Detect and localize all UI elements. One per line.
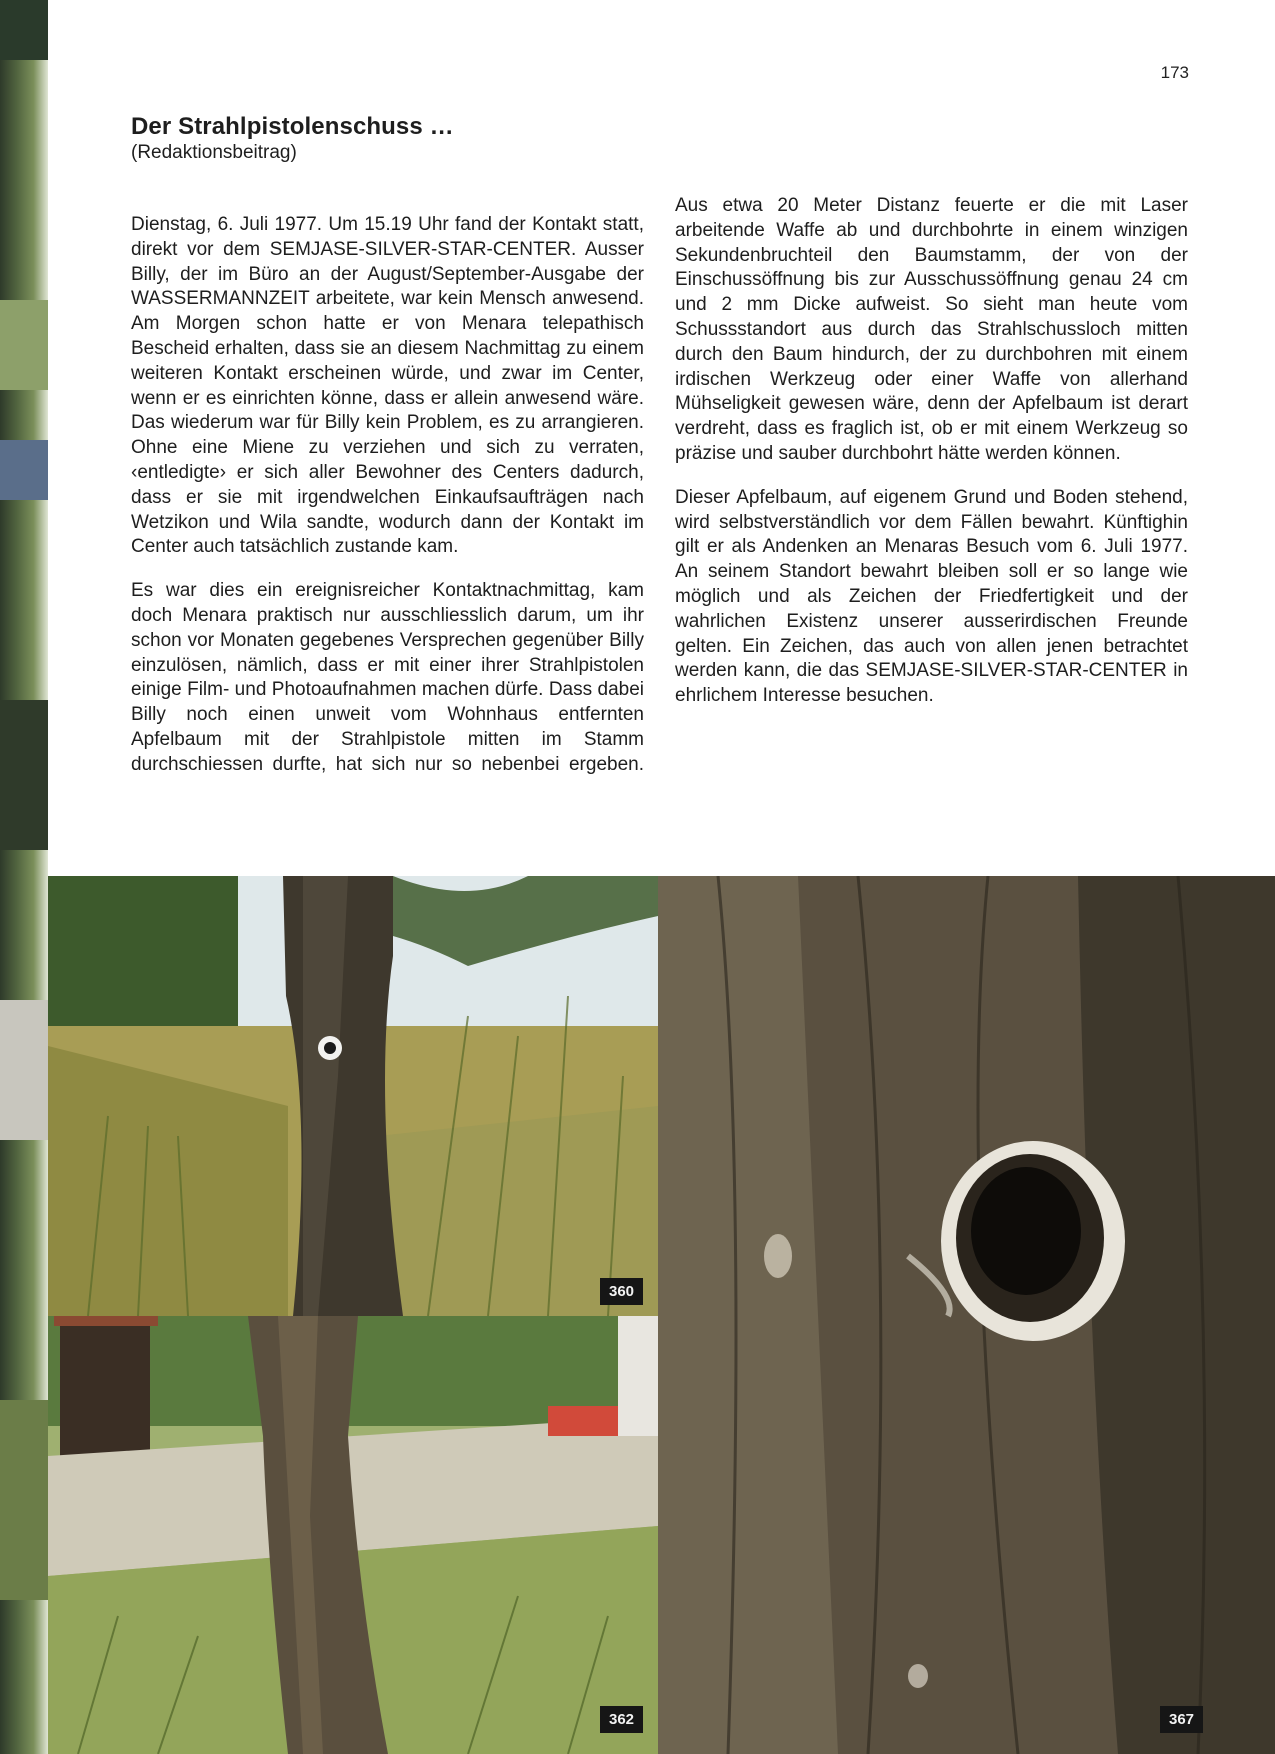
photo-label-367: 367 (1160, 1706, 1203, 1733)
photo-label-362: 362 (600, 1706, 643, 1733)
photo-tree-meadow-image (48, 876, 658, 1316)
page-number: 173 (1160, 63, 1189, 82)
article-body (131, 194, 1188, 794)
gutter-band (0, 300, 48, 390)
gutter-band (0, 440, 48, 500)
photo-bark-hole (658, 876, 1275, 1754)
photo-label-360: 360 (600, 1278, 643, 1305)
article-title: Der Strahlpistolenschuss … (131, 113, 454, 140)
paragraph-2: Es war dies ein ereignisreicher Kontaktnachmittag, kam doch Menara praktisch nur ausschliesslich darum, um ihr schon vor Monaten gegebenes Versprechen gegenüber Billy einzulösen, nämlich, dass er mit einer ihrer Strahlpistolen einige Film- und Photoaufnahmen machen dürfe. Dass dabei Billy noch einen unweit vom Wohnhaus entfernten Apfelbaum mit der Strahlpistole mitten im Stamm durchschiessen durfte, hat sich nur so nebenbei ergeben. Aus etwa 20 Meter Distanz feuerte er die mit Laser arbeitende Waffe ab und durchbohrte in einem winzigen Sekundenbruchteil den Baumstamm, der von der Einschussöffnung bis zur Ausschussöffnung genau 24 cm und 2 mm Dicke aufweist. So sieht man heute vom Schussstandort aus durch das Strahlschussloch mitten durch den Baum hindurch, der zu durchbohren mit einem irdischen Werkzeug oder einer Waffe von allerhand Mühseligkeit gewesen wäre, denn der Apfelbaum ist derart verdreht, dass es fraglich ist, ob er mit einem Werkzeug so präzise und sauber durchbohrt hätte werden können. (131, 195, 1188, 775)
photo-tree-meadow (48, 876, 658, 1316)
gutter-band (0, 1000, 48, 1140)
gutter-band (0, 0, 48, 60)
spine-gutter (0, 0, 48, 1754)
photo-tree-road-image (48, 1316, 658, 1754)
paragraph-3: Dieser Apfelbaum, auf eigenem Grund und Boden stehend, wird selbstverständlich vor dem Fällen bewahrt. Künftighin gilt er als Andenken an Menaras Besuch vom 6. Juli 1977. An seinem Standort bewahrt bleiben soll er so lange wie möglich und als Zeichen der Friedfertigkeit und der wahrlichen Existenz unserer ausserirdischen Freunde gelten. Ein Zeichen, das auch von allen jenen betrachtet werden kann, die das SEMJASE-SILVER-STAR-CENTER in ehrlichem Interesse besuchen. (675, 486, 1188, 707)
photo-bark-hole-image (658, 876, 1275, 1754)
gutter-band (0, 700, 48, 850)
photo-tree-road (48, 1316, 658, 1754)
gutter-band (0, 1400, 48, 1600)
article-subtitle: (Redaktionsbeitrag) (131, 142, 297, 163)
paragraph-1: Dienstag, 6. Juli 1977. Um 15.19 Uhr fand der Kontakt statt, direkt vor dem SEMJASE-SILVER-STAR-CENTER. Ausser Billy, der im Büro an der August/September-Ausgabe der WASSERMANNZEIT arbeitete, war kein Mensch anwesend. Am Morgen schon hatte er von Menara telepathisch Bescheid erhalten, dass sie an diesem Nachmittag zu einem weiteren Kontakt erscheinen würde, und zwar im Center, wenn er es einrichten könne, dass er allein anwesend wäre. Das wiederum war für Billy kein Problem, es zu arrangieren. Ohne eine Miene zu verziehen und sich zu verraten, ‹entledigte› er sich aller Bewohner des Centers dadurch, dass er sie mit irgendwelchen Einkaufsaufträgen nach Wetzikon und Wila sandte, wodurch dann der Kontakt im Center auch tatsächlich zustande kam. (131, 214, 644, 558)
